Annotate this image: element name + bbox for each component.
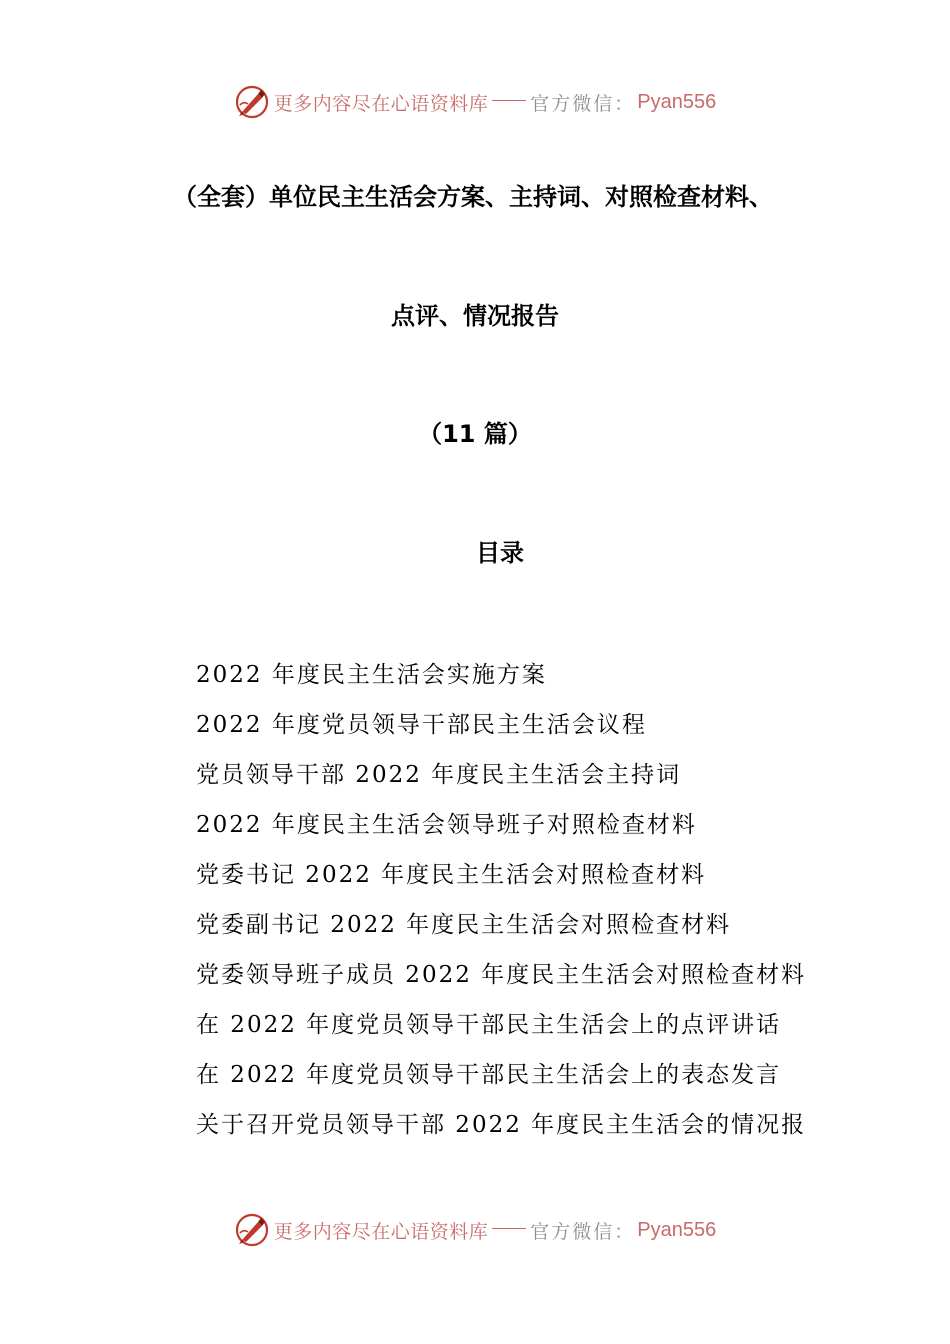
table-of-contents [196,650,806,1150]
toc-item[interactable]: 2022 年度党员领导干部民主生活会议程 [196,712,647,738]
watermark-site-text: 更多内容尽在心语资料库 [273,92,489,115]
toc-item[interactable]: 关于召开党员领导干部 2022 年度民主生活会的情况报 [196,1112,807,1138]
watermark-wechat-handle: Pyan556 [637,90,717,113]
toc-item[interactable]: 在 2022 年度党员领导干部民主生活会上的表态发言 [196,1062,782,1088]
pen-nib-logo-icon [234,84,270,120]
watermark-wechat-label: 官方微信： [530,1220,636,1243]
toc-item[interactable]: 在 2022 年度党员领导干部民主生活会上的点评讲话 [196,1012,782,1038]
toc-item[interactable]: 2022 年度民主生活会领导班子对照检查材料 [196,812,697,838]
toc-item[interactable]: 2022 年度民主生活会实施方案 [196,662,547,688]
document-count-label: （11 篇） [418,420,532,448]
toc-item[interactable]: 党员领导干部 2022 年度民主生活会主持词 [196,762,682,788]
toc-heading: 目录 [476,539,524,567]
document-title-line-1: （全套）单位民主生活会方案、主持词、对照检查材料、 [173,183,773,211]
watermark-wechat-handle: Pyan556 [637,1218,717,1241]
watermark-separator [492,1228,526,1230]
document-title-line-2: 点评、情况报告 [391,302,559,330]
header-watermark [0,82,950,122]
watermark-site-text: 更多内容尽在心语资料库 [273,1220,489,1243]
pen-nib-logo-icon [234,1212,270,1248]
watermark-wechat-label: 官方微信： [530,92,636,115]
watermark-separator [492,100,526,102]
toc-item[interactable]: 党委领导班子成员 2022 年度民主生活会对照检查材料 [196,962,807,988]
footer-watermark [0,1210,950,1250]
toc-item[interactable]: 党委副书记 2022 年度民主生活会对照检查材料 [196,912,732,938]
toc-item[interactable]: 党委书记 2022 年度民主生活会对照检查材料 [196,862,707,888]
